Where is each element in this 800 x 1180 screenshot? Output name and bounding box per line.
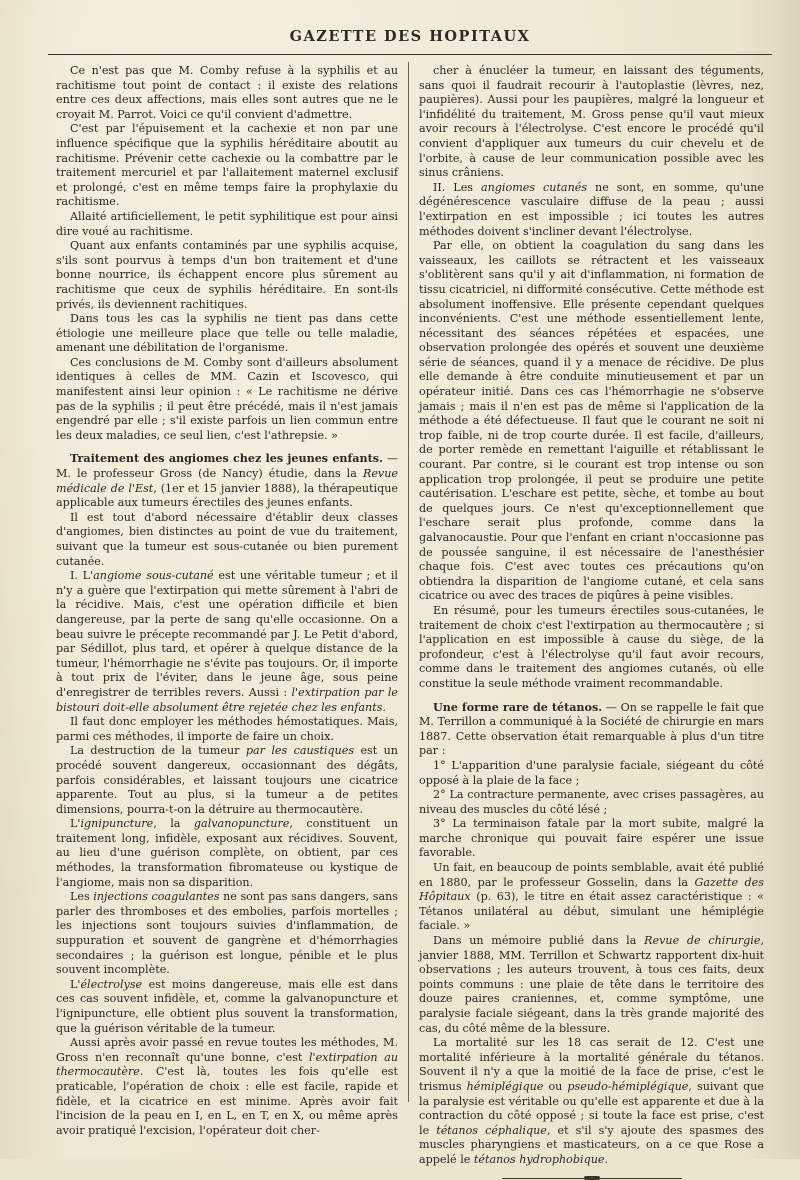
journal-name: Revue de chirurgie (644, 934, 761, 948)
paragraph: Par elle, on obtient la coagulation du sang dans les vaisseaux, les caillots se rétractent et les vaisseaux s'oblitèrent sans qu'il y ait d'inflammation, ni formation de tissu cicatriciel, ni difformité consécutive. Cette méthode est absolument inoffensive. Elle présente cependant quelques inconvénients. C'est une méthode essentiellement lente, nécessitant des séances répétées et espacées, une observation prolongée des opérés et souvent une deuxième série de séances, quand il y a menace de récidive. De plus elle demande à être conduite minutieusement et par un opérateur initié. Dans ces cas l'hémorrhagie ne s'observe jamais ; mais il n'en est pas de même si l'application de la méthode a été défectueuse. Il faut que le courant ne soit ni trop faible, ni de trop courte durée. Il est facile, d'ailleurs, de porter remède en remettant l'aiguille et rétablissant le courant. Par contre, si le courant est trop intense ou son application trop prolongée, il peut se produire une petite cautérisation. L'eschare est petite, sèche, et tombe au bout de quelques jours. Ce n'est qu'exceptionnellement que l'eschare serait plus profonde, comme dans la galvanocaustie. Pour que l'enfant en criant n'occasionne pas de poussée sanguine, il est nécessaire de l'anesthésier chaque fois. C'est avec toutes ces précautions qu'on obtiendra la disparition de l'angiome cutané, et cela sans cicatrice ou avec des traces de piqûres à peine visibles. (419, 239, 764, 603)
paragraph: C'est par l'épuisement et la cachexie et non par une influence spécifique que la syphilis héréditaire aboutit au rachitisme. Prévenir cette cachexie ou la combattre par le traitement mercuriel et par l'allaitement maternel exclusif et prolongé, c'est en même temps faire la prophylaxie du rachitisme. (56, 122, 398, 209)
paragraph: Il est tout d'abord nécessaire d'établir deux classes d'angiomes, bien distinctes au point de vue du traitement, suivant que la tumeur est sous-cutanée ou bien purement cutanée. (56, 510, 398, 568)
right-column (419, 64, 764, 1179)
paragraph: cher à énucléer la tumeur, en laissant des téguments, sans quoi il faudrait recourir à l'autoplastie (lèvres, nez, paupières). Aussi pour les paupières, malgré la longueur et l'infidélité du traitement, M. Gross pense qu'il vaut mieux avoir recours à l'électrolyse. C'est encore le procédé qu'il convient d'appliquer aux tumeurs du cuir chevelu et de l'orbite, à cause de leur communication possible avec les sinus crâniens. (419, 64, 764, 180)
page-header (40, 22, 780, 52)
journal-name: Revue médicale de l'Est (56, 467, 398, 495)
end-rule (502, 1178, 682, 1179)
paragraph: La mortalité sur les 18 cas serait de 12. C'est une mortalité inférieure à la mortalité générale du tétanos. Souvent il n'y a que la moitié de la face de prise, c'est le trismus hémiplégique ou pseudo-hémiplégique, suivant que la paralysie est véritable ou qu'elle est apparente et due à la contraction du côté opposé ; si toute la face est prise, c'est le tétanos céphalique, et s'il s'y ajoute des spasmes des muscles pharyngiens et masticateurs, on a ce que Rose a appelé le tétanos hydrophobique. (419, 1036, 764, 1166)
paragraph: En résumé, pour les tumeurs érectiles sous-cutanées, le traitement de choix c'est l'extirpation au thermocautère ; si l'application en est impossible à cause du siège, de la profondeur, c'est à l'électrolyse qu'il faut avoir recours, comme dans le traitement des angiomes cutanés, où elle constitue la seule méthode vraiment recommandable. (419, 603, 764, 690)
paragraph: Dans tous les cas la syphilis ne tient pas dans cette étiologie une meilleure place que telle ou telle maladie, amenant une débilitation de l'organisme. (56, 312, 398, 355)
journal-name: Gazette des Hôpitaux (419, 875, 764, 904)
paragraph: Dans un mémoire publié dans la Revue de chirurgie, janvier 1888, MM. Terrillon et Schwartz rapportent dix-huit observations ; les auteurs trouvent, à tous ces faits, deux points communs : une plaie de tête dans le territoire des douze paires craniennes, et, comme symptôme, une paralysie faciale siégeant, dans la très grande majorité des cas, du côté même de la blessure. (419, 934, 764, 1035)
paragraph: Les injections coagulantes ne sont pas sans dangers, sans parler des thromboses et des embolies, parfois mortelles ; les injections sont toujours suivies d'inflammation, de suppuration et souvent de gangrène et d'hémorrhagies secondaires ; la guérison est longue, pénible et le plus souvent incomplète. (56, 890, 398, 977)
paragraph: Allaité artificiellement, le petit syphilitique est pour ainsi dire voué au rachitisme. (56, 209, 398, 238)
paragraph: L'électrolyse est moins dangereuse, mais elle est dans ces cas souvent infidèle, et, comme la galvanopuncture et l'ignipuncture, elle obtient plus souvent la transformation, que la guérison véritable de la tumeur. (56, 977, 398, 1035)
paragraph: Ces conclusions de M. Comby sont d'ailleurs absolument identiques à celles de MM. Cazin et Iscovesco, qui manifestent ainsi leur opinion : « Le rachitisme ne dérive pas de la syphilis ; il peut être précédé, mais il n'est jamais engendré par elle ; s'il existe parfois un lien commun entre les deux maladies, ce seul lien, c'est l'athrepsie. » (56, 355, 398, 442)
list-item: 2° La contracture permanente, avec crises passagères, au niveau des muscles du côté lésé ; (419, 788, 764, 816)
paragraph: Aussi après avoir passé en revue toutes les méthodes, M. Gross n'en reconnaît qu'une bonne, c'est l'extirpation au thermocautère. C'est là, toutes les fois qu'elle est praticable, l'opération de choix : elle est facile, rapide et fidèle, et la cicatrice en est minime. Après avoir fait l'incision de la peau en I, en L, en T, en X, ou même après avoir pratiqué l'excision, l'opérateur doit cher- (56, 1036, 398, 1137)
paragraph: L'ignipuncture, la galvanopuncture, constituent un traitement long, infidèle, exposant aux récidives. Souvent, au lieu d'une guérison complète, on obtient, par ces méthodes, la transformation fibromateuse ou kystique de l'angiome, mais non sa disparition. (56, 817, 398, 889)
paragraph: La destruction de la tumeur par les caustiques est un procédé souvent dangereux, occasionnant des dégâts, parfois considérables, et laissant toujours une cicatrice apparente. Tout au plus, si la tumeur a de petites dimensions, pourra-t-on la détruire au thermocautère. (56, 744, 398, 816)
header-rule (48, 54, 772, 55)
section-paragraph: Traitement des angiomes chez les jeunes enfants. — M. le professeur Gross (de Nancy) étudie, dans la Revue médicale de l'Est, (1er et 15 janvier 1888), la thérapeutique applicable aux tumeurs érectiles des jeunes enfants. (56, 452, 398, 510)
section-title: Traitement des angiomes chez les jeunes enfants. (70, 452, 383, 466)
left-column (56, 64, 398, 1138)
page-title: GAZETTE DES HOPITAUX (289, 28, 531, 45)
section-title: Une forme rare de tétanos. (433, 700, 603, 714)
paragraph: I. L'angiome sous-cutané est une véritable tumeur ; et il n'y a guère que l'extirpation qui mette sûrement à l'abri de la récidive. Mais, c'est une opération difficile et bien dangereuse, par la perte de sang qu'elle occasionne. On a beau suivre le précepte recommandé par J. Le Petit d'abord, par Sédillot, plus tard, et opérer à quelque distance de la tumeur, l'hémorrhagie ne s'évite pas toujours. Or, il importe à tout prix de l'éviter, dans le jeune âge, sous peine d'enregistrer de terribles revers. Aussi : l'extirpation par le bistouri doit-elle absolument être rejetée chez les enfants. (56, 569, 398, 714)
paragraph: Ce n'est pas que M. Comby refuse à la syphilis et au rachitisme tout point de contact : il existe des relations entre ces deux affections, mais elles sont autres que ne le croyait M. Parrot. Voici ce qu'il convient d'admettre. (56, 64, 398, 121)
paragraph: II. Les angiomes cutanés ne sont, en somme, qu'une dégénérescence vasculaire diffuse de la peau ; aussi l'extirpation en est impossible ; ici toutes les autres méthodes doivent s'incliner devant l'électrolyse. (419, 180, 765, 238)
paragraph: Il faut donc employer les méthodes hémostatiques. Mais, parmi ces méthodes, il importe de faire un choix. (56, 715, 398, 743)
section-paragraph: Une forme rare de tétanos. — On se rappelle le fait que M. Terrillon a communiqué à la Société de chirurgie en mars 1887. Cette observation était remarquable à plus d'un titre par : (419, 700, 765, 758)
paragraph: Quant aux enfants contaminés par une syphilis acquise, s'ils sont pourvus à temps d'un bon traitement et d'une bonne nourrice, ils échappent encore plus sûrement au rachitisme que ceux de syphilis héréditaire. En sont-ils privés, ils deviennent rachitiques. (56, 239, 398, 311)
list-item: 3° La terminaison fatale par la mort subite, malgré la marche chronique qui pouvait faire espérer une issue favorable. (419, 817, 764, 860)
column-divider (408, 62, 409, 1102)
list-item: 1° L'apparition d'une paralysie faciale, siégeant du côté opposé à la plaie de la face ; (419, 758, 764, 787)
paragraph: Un fait, en beaucoup de points semblable, avait été publié en 1880, par le professeur Gosselin, dans la Gazette des Hôpitaux (p. 63), le titre en était assez caractéristique : « Tétanos unilatéral au début, simulant une hémiplégie faciale. » (419, 861, 764, 933)
